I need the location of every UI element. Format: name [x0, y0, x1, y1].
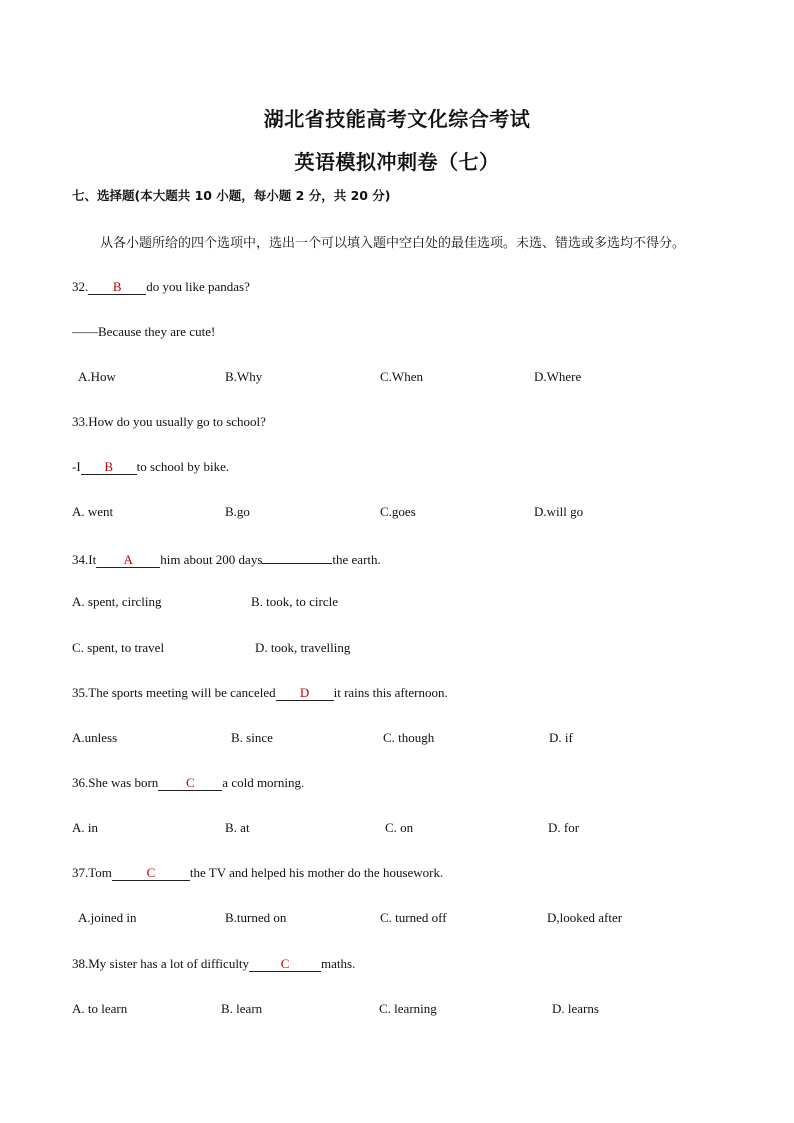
answer-blank: A [96, 553, 160, 568]
section-heading: 七、选择题(本大题共 10 小题，每小题 2 分，共 20 分) [72, 188, 391, 203]
question-text: 38.My sister has a lot of difficulty [72, 956, 250, 971]
option-a: A. to learn [72, 1001, 128, 1016]
question-text: him about 200 days [160, 552, 263, 567]
option-c: C.When [380, 369, 423, 384]
exam-subtitle: 英语模拟冲刺卷（七） [294, 150, 500, 174]
exam-title: 湖北省技能高考文化综合考试 [263, 107, 531, 131]
question-text: the earth. [332, 552, 381, 567]
question-text: 35.The sports meeting will be canceled [72, 685, 276, 700]
question-text: a cold morning. [222, 775, 305, 790]
question-text: it rains this afternoon. [333, 685, 448, 700]
question-33-answer-line [72, 459, 229, 475]
question-text: 36.She was born [72, 775, 159, 790]
option-c: C. turned off [380, 910, 447, 925]
answer-blank: B [81, 460, 137, 475]
option-b: B.turned on [225, 910, 287, 925]
question-text: 37.Tom [72, 865, 112, 880]
option-d: D. for [548, 820, 580, 835]
option-a: A. in [72, 820, 98, 835]
option-b: B. took, to circle [251, 594, 339, 609]
question-35-stem [72, 685, 448, 701]
option-a: A.How [78, 369, 116, 384]
answer-blank: C [249, 957, 321, 972]
option-d: D,looked after [547, 910, 623, 925]
question-34-stem [72, 549, 381, 568]
question-38-stem [72, 956, 355, 972]
option-b: B.go [225, 504, 250, 519]
option-d: D. took, travelling [255, 640, 351, 655]
option-b: B.Why [225, 369, 263, 384]
option-b: B. since [231, 730, 273, 745]
question-text: 32. [72, 279, 89, 294]
question-37-stem [72, 865, 443, 881]
option-d: D.will go [534, 504, 584, 519]
question-text: the TV and helped his mother do the housework. [189, 865, 444, 880]
answer-blank: C [158, 776, 222, 791]
option-c: C. on [385, 820, 414, 835]
option-a: A. spent, circling [72, 594, 162, 609]
answer-blank: B [88, 280, 146, 295]
question-33-stem: 33.How do you usually go to school? [72, 414, 266, 429]
option-a: A. went [72, 504, 114, 519]
question-text: do you like pandas? [146, 279, 250, 294]
option-b: B. learn [221, 1001, 263, 1016]
option-c: C. spent, to travel [72, 640, 165, 655]
option-a: A.joined in [78, 910, 137, 925]
option-a: A.unless [72, 730, 118, 745]
section-instruction: 从各小题所给的四个选项中，选出一个可以填入题中空白处的最佳选项。未选、错选或多选均不得分。 [100, 236, 686, 251]
answer-blank: C [112, 866, 190, 881]
question-36-stem [72, 775, 304, 791]
option-b: B. at [225, 820, 250, 835]
question-text: 34.It [72, 552, 97, 567]
option-c: C.goes [380, 504, 416, 519]
question-text: -I [72, 459, 81, 474]
option-d: D.Where [534, 369, 582, 384]
option-c: C. though [383, 730, 435, 745]
option-d: D. if [549, 730, 573, 745]
empty-blank [262, 549, 332, 564]
question-32-reply: ——Because they are cute! [72, 324, 216, 339]
option-c: C. learning [379, 1001, 437, 1016]
question-32-stem [72, 279, 250, 295]
option-d: D. learns [552, 1001, 599, 1016]
question-text: to school by bike. [136, 459, 230, 474]
question-text: maths. [321, 956, 356, 971]
answer-blank: D [276, 686, 334, 701]
